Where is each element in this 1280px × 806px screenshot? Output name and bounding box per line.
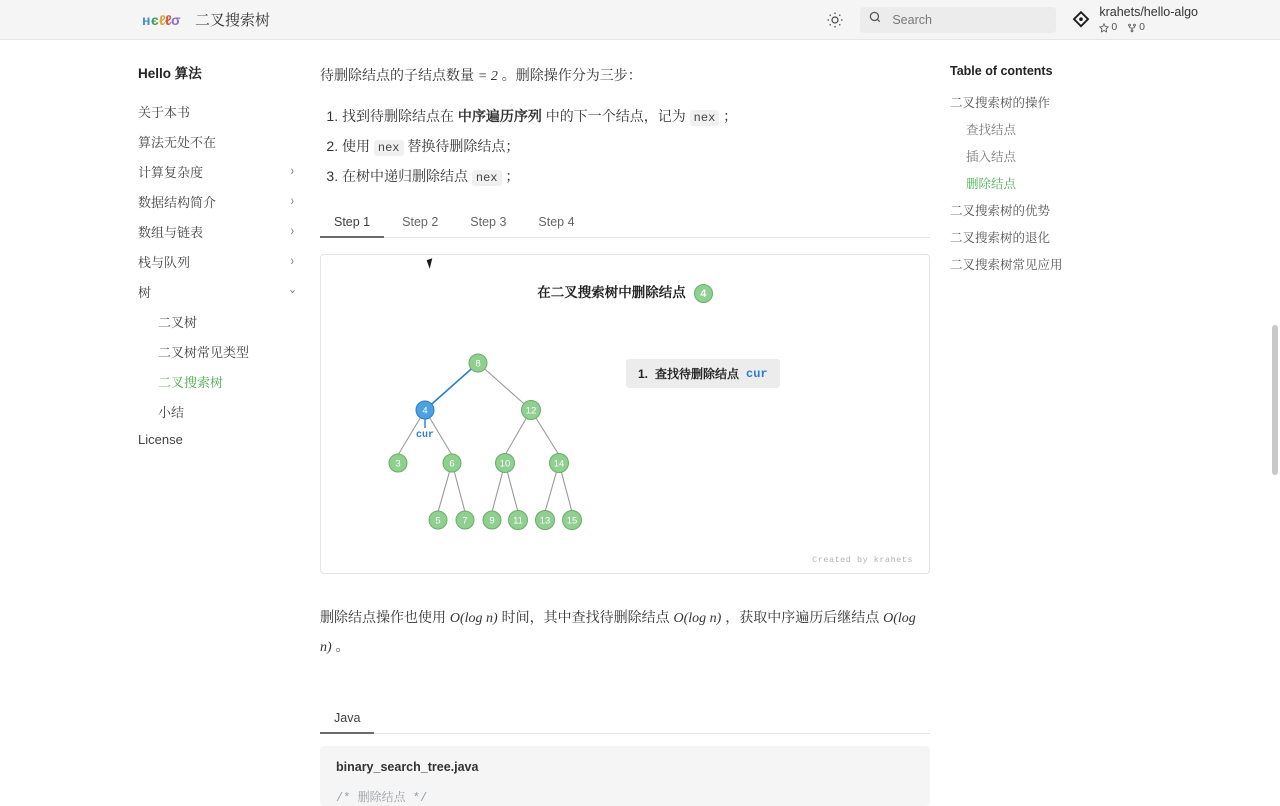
sidebar-item-11[interactable] xyxy=(138,426,310,452)
sidebar-item-label: 算法无处不在 xyxy=(138,134,217,150)
tab-step-3[interactable]: Step 3 xyxy=(470,215,507,230)
complexity-paragraph xyxy=(320,604,930,661)
svg-text:ℓ: ℓ xyxy=(165,11,172,28)
repo-forks xyxy=(1127,21,1145,34)
bst-node-label: 10 xyxy=(499,458,511,470)
complexity-math-1: O(log n) xyxy=(449,611,498,627)
sidebar-item-label: 小结 xyxy=(158,404,185,420)
bst-node-label: 11 xyxy=(513,515,523,527)
bst-node-label: 14 xyxy=(553,458,565,470)
header-actions xyxy=(824,5,1264,35)
figure-caption-number: 1. xyxy=(638,366,649,381)
sidebar-item-label: 树 xyxy=(138,284,152,300)
step-tabs xyxy=(320,208,930,238)
sidebar-item-label: 数据结构简介 xyxy=(138,194,217,210)
repo-stars-count: 0 xyxy=(1111,21,1118,34)
svg-text:н: н xyxy=(142,11,151,28)
figure-title-text: 在二叉搜索树中删除结点 xyxy=(537,285,686,301)
complexity-math-2: O(log n) xyxy=(673,611,722,627)
complexity-math-3: O(log n) xyxy=(320,611,916,655)
tab-java[interactable]: Java xyxy=(320,704,374,734)
chevron-right-icon[interactable]: › xyxy=(290,253,294,269)
sidebar-item-2[interactable] xyxy=(138,156,310,186)
site-header xyxy=(0,0,1280,40)
toc-item-0[interactable]: 二叉搜索树的操作 xyxy=(950,95,1051,110)
page-body xyxy=(0,40,1280,805)
sidebar-item-label: 关于本书 xyxy=(138,104,191,120)
chevron-right-icon[interactable]: › xyxy=(290,163,294,179)
sidebar-item-label: 数组与链表 xyxy=(138,224,204,240)
sidebar-item-6[interactable] xyxy=(138,276,310,306)
sidebar-item-0[interactable] xyxy=(138,96,310,126)
bst-node-label: 13 xyxy=(539,515,551,527)
search-icon xyxy=(868,10,882,29)
repo-name: krahets/hello-algo xyxy=(1099,4,1198,19)
sidebar-nav xyxy=(0,40,320,720)
sidebar-item-label: 栈与队列 xyxy=(138,254,191,270)
figure-caption-code: cur xyxy=(746,366,768,381)
bst-node-label: 7 xyxy=(462,515,468,527)
sidebar-item-label: License xyxy=(138,431,183,447)
sidebar-item-label: 二叉搜索树 xyxy=(158,374,224,390)
svg-text:ℓ: ℓ xyxy=(159,11,166,28)
sidebar-item-4[interactable] xyxy=(138,216,310,246)
code-language-tabs xyxy=(320,704,930,734)
toc-item-4[interactable]: 二叉搜索树的优势 xyxy=(950,203,1051,218)
complexity-text-3: ，获取中序遍历后继结点 xyxy=(721,609,884,626)
sidebar-item-7[interactable] xyxy=(138,306,310,336)
complexity-text-1: 删除结点操作也使用 xyxy=(320,609,450,626)
lead-paragraph xyxy=(320,64,930,88)
tab-step-4[interactable]: Step 4 xyxy=(538,215,575,230)
site-logo-icon[interactable] xyxy=(141,9,183,31)
sidebar-item-5[interactable] xyxy=(138,246,310,276)
sidebar-item-9[interactable] xyxy=(138,366,310,396)
bst-node-label: 3 xyxy=(395,458,401,470)
toc-item-2[interactable]: 插入结点 xyxy=(966,149,1017,164)
bst-node-label: 12 xyxy=(525,405,537,417)
delete-step-3: 3. 在树中递归删除结点 nex ； xyxy=(342,162,930,190)
toc-item-5[interactable]: 二叉搜索树的退化 xyxy=(950,230,1051,245)
repo-link[interactable] xyxy=(1070,5,1198,35)
bst-node-label: 4 xyxy=(422,405,428,417)
toc-item-3[interactable]: 删除结点 xyxy=(966,176,1017,191)
page-title: 二叉搜索树 xyxy=(195,12,271,29)
lead-suffix: 。删除操作分为三步： xyxy=(497,67,642,83)
complexity-text-4: 。 xyxy=(331,637,350,654)
chevron-down-icon[interactable]: › xyxy=(286,288,298,294)
sidebar-item-label: 二叉树 xyxy=(158,314,198,330)
chevron-right-icon[interactable]: › xyxy=(290,223,294,239)
git-repo-icon xyxy=(1070,9,1092,31)
delete-steps-list xyxy=(320,102,930,190)
bst-node-label: 15 xyxy=(566,515,578,527)
bst-node-label: 5 xyxy=(435,515,441,527)
main-content xyxy=(320,40,930,805)
sidebar-item-8[interactable] xyxy=(138,336,310,366)
lead-math: = 2 xyxy=(477,69,498,84)
code-block xyxy=(320,746,930,806)
inline-code: nex xyxy=(472,170,502,186)
delete-step-2: 2. 使用 nex 替换待删除结点； xyxy=(342,132,930,160)
bst-diagram xyxy=(321,285,901,585)
bst-cur-pointer-label: cur xyxy=(415,430,435,442)
figure-caption-text: 查找待删除结点 xyxy=(655,367,740,382)
figure-credit: Created by krahets xyxy=(812,555,913,566)
sidebar-item-label: 计算复杂度 xyxy=(138,164,204,180)
bst-node-label: 6 xyxy=(449,458,455,470)
brightness-icon[interactable] xyxy=(824,9,846,31)
sidebar-title: Hello 算法 xyxy=(138,66,202,81)
sidebar-item-label: 二叉树常见类型 xyxy=(158,344,250,360)
sidebar-item-1[interactable] xyxy=(138,126,310,156)
figure-step-badge: 4 xyxy=(694,284,713,303)
tab-step-2[interactable]: Step 2 xyxy=(402,215,439,230)
delete-step-1: 1. 找到待删除结点在 中序遍历序列 中的下一个结点，记为 nex ； xyxy=(342,102,930,130)
page-scrollbar[interactable] xyxy=(1272,325,1278,475)
tab-step-1[interactable]: Step 1 xyxy=(320,208,384,238)
svg-text:є: є xyxy=(151,11,159,28)
search-input[interactable] xyxy=(890,12,1048,28)
toc-item-6[interactable]: 二叉搜索树常见应用 xyxy=(950,257,1063,272)
figure-caption-box xyxy=(626,359,780,388)
complexity-text-2: 时间，其中查找待删除结点 xyxy=(497,609,674,626)
svg-text:σ: σ xyxy=(171,11,181,28)
repo-forks-count: 0 xyxy=(1139,21,1146,34)
inline-code: nex xyxy=(374,140,404,156)
figure-bst-delete xyxy=(320,254,930,574)
lead-prefix: 待删除结点的子结点数量 xyxy=(320,67,478,83)
bst-node-label: 9 xyxy=(489,515,495,527)
code-line-1: /* 删除结点 */ xyxy=(336,790,428,805)
toc-item-1[interactable]: 查找结点 xyxy=(966,122,1017,137)
repo-stars xyxy=(1099,21,1117,34)
bst-node-label: 8 xyxy=(475,358,481,370)
sidebar-item-10[interactable] xyxy=(138,396,310,426)
step-emphasis: 中序遍历序列 xyxy=(457,108,542,125)
inline-code: nex xyxy=(690,110,720,126)
toc-title: Table of contents xyxy=(950,64,1053,78)
table-of-contents xyxy=(930,40,1190,720)
sidebar-item-3[interactable] xyxy=(138,186,310,216)
chevron-right-icon[interactable]: › xyxy=(290,193,294,209)
search-box[interactable] xyxy=(860,7,1056,33)
code-filename: binary_search_tree.java xyxy=(336,759,479,774)
